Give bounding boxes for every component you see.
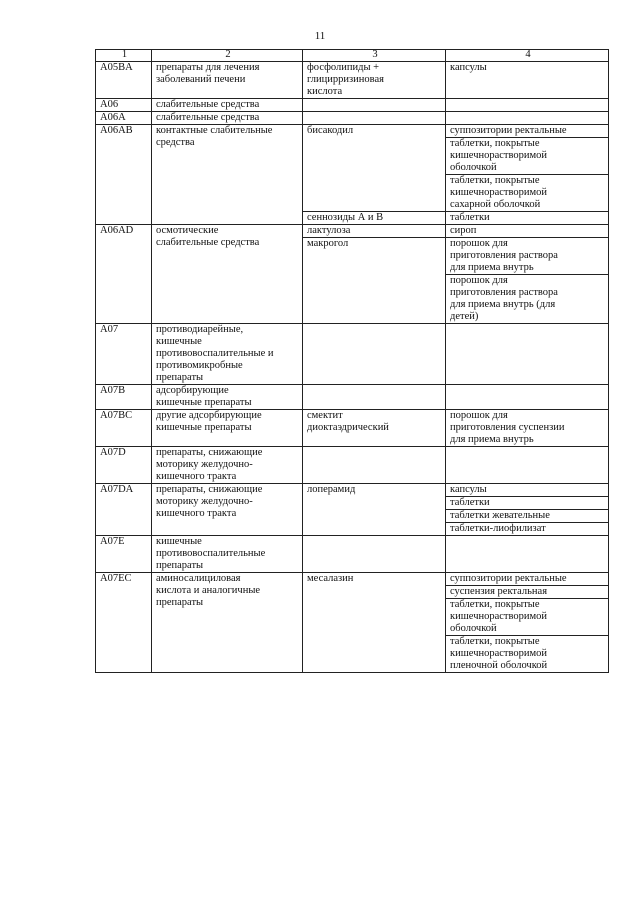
dosage-form-cell bbox=[446, 212, 609, 225]
substance-cell bbox=[303, 62, 446, 99]
group-name-line: моторику желудочно- bbox=[156, 496, 253, 507]
substance-cell bbox=[303, 324, 446, 385]
dosage-form-line: таблетки bbox=[450, 212, 490, 223]
group-name-cell bbox=[152, 125, 303, 225]
group-name-line: кишечные препараты bbox=[156, 397, 252, 408]
substance-cell bbox=[303, 536, 446, 573]
group-name-line: слабительные средства bbox=[156, 112, 260, 123]
dosage-form-line: таблетки bbox=[450, 497, 490, 508]
dosage-form-cell bbox=[446, 385, 609, 410]
drug-table bbox=[95, 49, 609, 673]
group-name-line: противодиарейные, bbox=[156, 324, 244, 335]
dosage-form-line: для приема внутрь bbox=[450, 262, 534, 273]
dosage-form-line: для приема внутрь (для bbox=[450, 299, 556, 310]
atc-code-cell: A07DA bbox=[96, 484, 152, 536]
group-name-line: препараты bbox=[156, 597, 204, 608]
dosage-form-cell bbox=[446, 636, 609, 673]
substance-cell bbox=[303, 238, 446, 324]
dosage-form-line: таблетки, покрытые bbox=[450, 636, 540, 647]
substance-name-line: лактулоза bbox=[307, 225, 351, 236]
dosage-form-cell bbox=[446, 573, 609, 586]
substance-name-line: бисакодил bbox=[307, 125, 354, 136]
group-name-line: противовоспалительные и bbox=[156, 348, 274, 359]
dosage-form-cell bbox=[446, 175, 609, 212]
group-name-line: кишечные bbox=[156, 536, 202, 547]
dosage-form-cell bbox=[446, 138, 609, 175]
table-row bbox=[96, 324, 609, 385]
dosage-form-line: сахарной оболочкой bbox=[450, 199, 541, 210]
dosage-form-cell bbox=[446, 497, 609, 510]
group-name-line: осмотические bbox=[156, 225, 219, 236]
dosage-form-line: суппозитории ректальные bbox=[450, 573, 567, 584]
dosage-form-line: таблетки, покрытые bbox=[450, 599, 540, 610]
group-name-cell bbox=[152, 225, 303, 324]
substance-name-line: диоктаэдрический bbox=[307, 422, 389, 433]
atc-code-cell: A06A bbox=[96, 112, 152, 125]
group-name-line: слабительные средства bbox=[156, 237, 260, 248]
dosage-form-line: приготовления раствора bbox=[450, 250, 558, 261]
group-name-cell bbox=[152, 536, 303, 573]
page-number: 11 bbox=[314, 30, 326, 42]
group-name-cell bbox=[152, 324, 303, 385]
dosage-form-cell bbox=[446, 586, 609, 599]
table-row bbox=[96, 112, 609, 125]
dosage-form-line: порошок для bbox=[450, 275, 508, 286]
dosage-form-cell bbox=[446, 112, 609, 125]
dosage-form-line: для приема внутрь bbox=[450, 434, 534, 445]
group-name-line: кишечные препараты bbox=[156, 422, 252, 433]
substance-cell bbox=[303, 447, 446, 484]
group-name-line: аминосалициловая bbox=[156, 573, 241, 584]
dosage-form-line: таблетки, покрытые bbox=[450, 138, 540, 149]
substance-name-line: глицирризиновая bbox=[307, 74, 384, 85]
atc-code-cell: A06AD bbox=[96, 225, 152, 324]
table-row bbox=[96, 99, 609, 112]
atc-code-cell: A06AB bbox=[96, 125, 152, 225]
substance-name-line: кислота bbox=[307, 86, 343, 97]
column-number-2: 2 bbox=[152, 50, 303, 62]
group-name-line: кишечного тракта bbox=[156, 471, 237, 482]
dosage-form-cell bbox=[446, 523, 609, 536]
group-name-line: препараты bbox=[156, 372, 204, 383]
dosage-form-cell bbox=[446, 510, 609, 523]
dosage-form-cell bbox=[446, 447, 609, 484]
drug-table-body bbox=[96, 50, 609, 673]
substance-cell bbox=[303, 99, 446, 112]
group-name-line: средства bbox=[156, 137, 195, 148]
dosage-form-line: приготовления суспензии bbox=[450, 422, 565, 433]
dosage-form-cell bbox=[446, 125, 609, 138]
group-name-cell bbox=[152, 573, 303, 673]
column-number-1: 1 bbox=[96, 50, 152, 62]
dosage-form-line: пленочной оболочкой bbox=[450, 660, 548, 671]
column-number-4: 4 bbox=[446, 50, 609, 62]
atc-code-cell: A07E bbox=[96, 536, 152, 573]
dosage-form-cell bbox=[446, 62, 609, 99]
group-name-line: кишечные bbox=[156, 336, 202, 347]
column-number-3: 3 bbox=[303, 50, 446, 62]
table-row bbox=[96, 225, 609, 238]
group-name-cell bbox=[152, 484, 303, 536]
atc-code-cell: A05BA bbox=[96, 62, 152, 99]
dosage-form-line: порошок для bbox=[450, 410, 508, 421]
dosage-form-line: кишечнорастворимой bbox=[450, 648, 548, 659]
atc-code-cell: A07 bbox=[96, 324, 152, 385]
group-name-cell bbox=[152, 112, 303, 125]
atc-code-cell: A07D bbox=[96, 447, 152, 484]
substance-cell bbox=[303, 484, 446, 536]
group-name-line: препараты bbox=[156, 560, 204, 571]
table-row bbox=[96, 447, 609, 484]
atc-code-cell: A07BC bbox=[96, 410, 152, 447]
dosage-form-line: таблетки-лиофилизат bbox=[450, 523, 546, 534]
substance-cell bbox=[303, 410, 446, 447]
table-row bbox=[96, 536, 609, 573]
dosage-form-cell bbox=[446, 99, 609, 112]
substance-cell bbox=[303, 212, 446, 225]
group-name-cell bbox=[152, 447, 303, 484]
dosage-form-line: кишечнорастворимой bbox=[450, 611, 548, 622]
table-header-row bbox=[96, 50, 609, 62]
substance-name-line: фосфолипиды + bbox=[307, 62, 380, 73]
substance-name-line: сеннозиды А и В bbox=[307, 212, 384, 223]
substance-cell bbox=[303, 385, 446, 410]
dosage-form-line: оболочкой bbox=[450, 623, 497, 634]
dosage-form-cell bbox=[446, 536, 609, 573]
group-name-line: кишечного тракта bbox=[156, 508, 237, 519]
dosage-form-cell bbox=[446, 484, 609, 497]
dosage-form-line: кишечнорастворимой bbox=[450, 150, 548, 161]
group-name-cell bbox=[152, 62, 303, 99]
group-name-line: моторику желудочно- bbox=[156, 459, 253, 470]
dosage-form-line: сироп bbox=[450, 225, 477, 236]
dosage-form-cell bbox=[446, 225, 609, 238]
dosage-form-line: суппозитории ректальные bbox=[450, 125, 567, 136]
substance-cell bbox=[303, 573, 446, 673]
dosage-form-cell bbox=[446, 599, 609, 636]
atc-code-cell: A06 bbox=[96, 99, 152, 112]
substance-name-line: лоперамид bbox=[307, 484, 356, 495]
dosage-form-line: кишечнорастворимой bbox=[450, 187, 548, 198]
dosage-form-cell bbox=[446, 410, 609, 447]
substance-cell bbox=[303, 112, 446, 125]
group-name-line: препараты для лечения bbox=[156, 62, 260, 73]
group-name-line: другие адсорбирующие bbox=[156, 410, 262, 421]
table-row bbox=[96, 573, 609, 586]
group-name-cell bbox=[152, 99, 303, 112]
group-name-line: препараты, снижающие bbox=[156, 447, 263, 458]
substance-name-line: месалазин bbox=[307, 573, 354, 584]
substance-name-line: макрогол bbox=[307, 238, 349, 249]
group-name-cell bbox=[152, 385, 303, 410]
table-row bbox=[96, 410, 609, 447]
dosage-form-line: таблетки, покрытые bbox=[450, 175, 540, 186]
table-row bbox=[96, 385, 609, 410]
table-row bbox=[96, 125, 609, 138]
dosage-form-line: капсулы bbox=[450, 484, 487, 495]
atc-code-cell: A07EC bbox=[96, 573, 152, 673]
dosage-form-line: суспензия ректальная bbox=[450, 586, 548, 597]
table-row bbox=[96, 484, 609, 497]
dosage-form-cell bbox=[446, 275, 609, 324]
dosage-form-line: таблетки жевательные bbox=[450, 510, 550, 521]
substance-cell bbox=[303, 225, 446, 238]
atc-code-cell: A07B bbox=[96, 385, 152, 410]
substance-name-line: смектит bbox=[307, 410, 343, 421]
dosage-form-line: детей) bbox=[450, 311, 479, 322]
group-name-line: препараты, снижающие bbox=[156, 484, 263, 495]
group-name-line: слабительные средства bbox=[156, 99, 260, 110]
dosage-form-line: приготовления раствора bbox=[450, 287, 558, 298]
dosage-form-cell bbox=[446, 238, 609, 275]
dosage-form-line: оболочкой bbox=[450, 162, 497, 173]
group-name-cell bbox=[152, 410, 303, 447]
drug-table-container bbox=[95, 49, 606, 673]
group-name-line: противовоспалительные bbox=[156, 548, 266, 559]
group-name-line: кислота и аналогичные bbox=[156, 585, 261, 596]
dosage-form-line: капсулы bbox=[450, 62, 487, 73]
substance-cell bbox=[303, 125, 446, 212]
table-row bbox=[96, 62, 609, 99]
group-name-line: противомикробные bbox=[156, 360, 243, 371]
dosage-form-line: порошок для bbox=[450, 238, 508, 249]
dosage-form-cell bbox=[446, 324, 609, 385]
group-name-line: контактные слабительные bbox=[156, 125, 273, 136]
group-name-line: заболеваний печени bbox=[156, 74, 246, 85]
group-name-line: адсорбирующие bbox=[156, 385, 229, 396]
